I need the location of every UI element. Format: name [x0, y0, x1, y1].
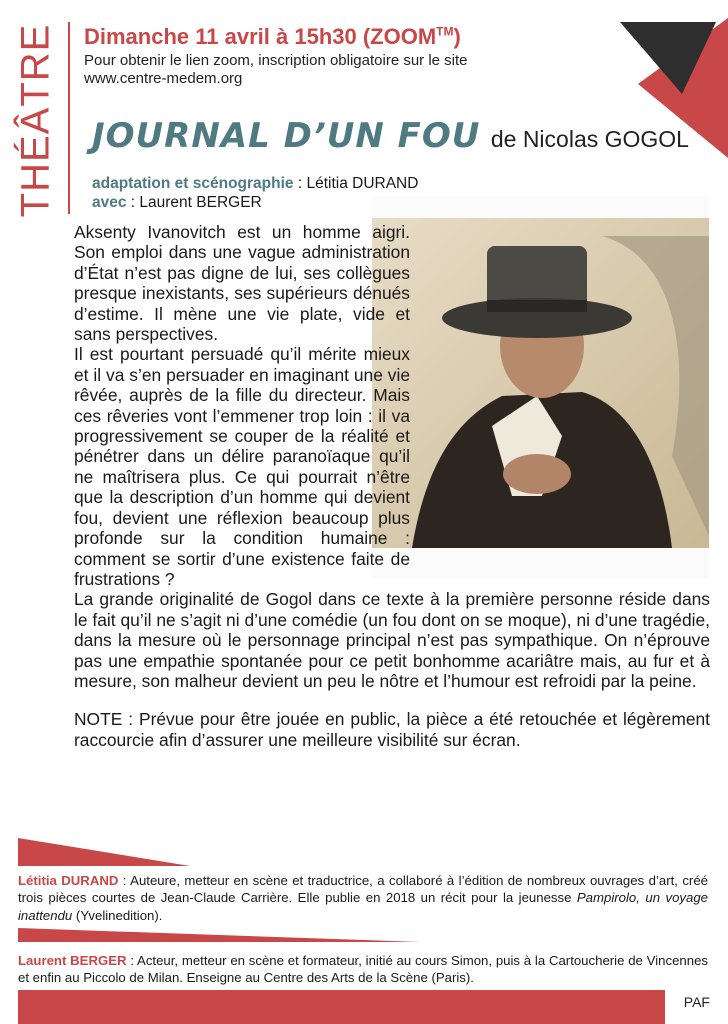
synopsis	[74, 222, 710, 750]
credit-adaptation: adaptation et scénographie : Létitia DURAND	[92, 175, 419, 192]
red-band-bottom	[0, 990, 728, 1024]
price-label: PAF	[683, 994, 710, 1010]
trademark: TM	[436, 24, 454, 39]
synopsis-paragraph: Aksenty Ivanovitch est un homme aigri. Son emploi dans une vague administration d’État n’est pas digne de lui, ses collègues presque inexistants, ses supérieurs dénués d’estime. Il mène une vie plate, vide et sans perspectives.	[74, 222, 410, 345]
red-band-1	[0, 838, 728, 866]
book-title: Pampirolo, un voyage inattendu	[18, 890, 709, 923]
bio-letitia-durand: Létitia DURAND : Auteure, metteur en scène et traductrice, a collaboré à l’édition de nombreux ouvrages d’art, créé trois pièces courtes de Jean-Claude Carrière. Elle publie en 2018 un récit pour la jeunesse Pampirolo, un voyage inattendu (Yvelinedition).	[18, 873, 709, 923]
synopsis-paragraph: La grande originalité de Gogol dans ce texte à la première personne réside dans le fait qu’il ne s’agit ni d’une comédie (un fou dont on se moque), ni d’une tragédie, dans la mesure où le personnage principal n’est pas sympathique. On n’éprouve pas une empathie spontanée pour ce petit bonhomme acariâtre mais, au fur et à mesure, son malheur devient un peu le nôtre et l’humour est refroidi par la peine.	[74, 589, 710, 691]
bio-laurent-berger: Laurent BERGER : Acteur, metteur en scène et formateur, initié au cours Simon, puis à la Cartoucherie de Vincennes et enfin au Piccolo de Milan. Enseigne au Centre des Arts de la Scène (Paris).	[18, 953, 708, 986]
bio-name: Létitia DURAND	[18, 873, 119, 888]
section-label-text: THÉÂTRE	[13, 23, 58, 218]
red-band-2	[0, 928, 728, 946]
photo-spacer	[410, 222, 710, 578]
event-date: Dimanche 11 avril à 15h30 (ZOOM™)	[84, 24, 461, 49]
play-name: JOURNAL D’UN FOU	[92, 116, 481, 156]
play-title	[92, 116, 689, 156]
credit-cast: avec : Laurent BERGER	[92, 194, 262, 211]
vertical-divider	[68, 22, 70, 214]
zoom-info	[84, 52, 468, 88]
production-note: NOTE : Prévue pour être jouée en public, la pièce a été retouchée et légèrement raccourcie afin d’assurer une meilleure visibilité sur écran.	[74, 709, 710, 750]
credits	[92, 174, 418, 212]
section-label	[10, 23, 62, 218]
synopsis-paragraph: Il est pourtant persuadé qu’il mérite mieux et il va s’en persuader en imaginant une vie rêvée, auprès de la fille du directeur. Mais ces rêveries vont l’emmener trop loin : il va progressivement se couper de la réalité et pénétrer dans un délire paranoïaque qu’il ne maîtrisera plus. Ce qui pourrait n’être que la description d’un homme qui devient fou, devient une réflexion beaucoup plus profonde sur la condition humaine : comment se sortir d’une existence faite de frustrations ?	[74, 344, 410, 589]
website-link[interactable]: www.centre-medem.org	[84, 70, 243, 87]
zoom-note: Pour obtenir le lien zoom, inscription obligatoire sur le site	[84, 52, 468, 69]
bio-name: Laurent BERGER	[18, 953, 127, 968]
play-author: de Nicolas GOGOL	[490, 126, 689, 152]
